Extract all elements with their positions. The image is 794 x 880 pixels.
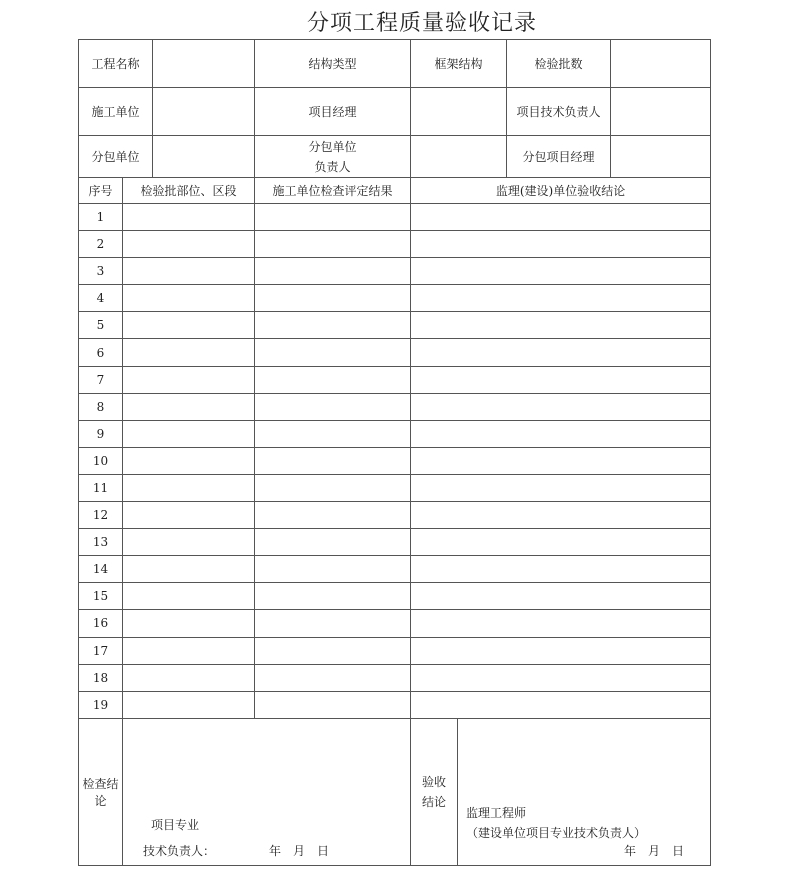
table-row <box>79 312 711 339</box>
row-construction-result-cell[interactable] <box>255 312 411 339</box>
structure-type-label: 结构类型 <box>255 40 411 88</box>
row-number: 5 <box>79 312 123 339</box>
subcontractor-lead-label <box>255 136 411 178</box>
row-supervision-cell[interactable] <box>411 610 711 637</box>
data-rows <box>79 204 711 719</box>
row-location-cell[interactable] <box>123 231 255 258</box>
table-row <box>79 502 711 529</box>
batch-count-field[interactable] <box>611 40 711 88</box>
row-construction-result-cell[interactable] <box>255 258 411 285</box>
table-row <box>79 583 711 610</box>
subcontractor-field[interactable] <box>153 136 255 178</box>
row-number: 13 <box>79 529 123 556</box>
table-row <box>79 556 711 583</box>
sub-pm-field[interactable] <box>611 136 711 178</box>
row-number: 10 <box>79 447 123 474</box>
row-construction-result-cell[interactable] <box>255 366 411 393</box>
tech-lead-sign-label: 技术负责人： <box>143 843 216 858</box>
row-construction-result-cell[interactable] <box>255 447 411 474</box>
row-supervision-cell[interactable] <box>411 691 711 718</box>
batch-count-label: 检验批数 <box>507 40 611 88</box>
row-number: 17 <box>79 637 123 664</box>
table-row <box>79 691 711 718</box>
row-construction-result-cell[interactable] <box>255 610 411 637</box>
row-construction-result-cell[interactable] <box>255 664 411 691</box>
subcontractor-lead-label-line2: 负责人 <box>314 159 351 174</box>
tech-lead-field[interactable] <box>611 88 711 136</box>
tech-lead-label: 项目技术负责人 <box>507 88 611 136</box>
table-row <box>79 393 711 420</box>
row-supervision-cell[interactable] <box>411 366 711 393</box>
subcontractor-lead-field[interactable] <box>411 136 507 178</box>
row-number: 4 <box>79 285 123 312</box>
row-supervision-cell[interactable] <box>411 556 711 583</box>
col-header-supervision-conclusion: 监理(建设)单位验收结论 <box>411 178 711 204</box>
row-supervision-cell[interactable] <box>411 258 711 285</box>
acceptance-label <box>411 719 458 865</box>
row-number: 15 <box>79 583 123 610</box>
project-professional-label: 项目专业 <box>151 817 200 832</box>
inspection-record-table <box>78 39 711 866</box>
table-row <box>79 258 711 285</box>
subcontractor-lead-label-line1: 分包单位 <box>308 139 357 154</box>
row-location-cell[interactable] <box>123 529 255 556</box>
acceptance-label-line1: 验收 <box>422 774 447 789</box>
project-manager-label: 项目经理 <box>255 88 411 136</box>
project-name-field[interactable] <box>153 40 255 88</box>
table-row <box>79 285 711 312</box>
owner-tech-lead-label: （建设单位项目专业技术负责人） <box>466 825 647 840</box>
row-supervision-cell[interactable] <box>411 529 711 556</box>
table-row <box>79 366 711 393</box>
col-header-construction-result: 施工单位检查评定结果 <box>255 178 411 204</box>
page-title: 分项工程质量验收记录 <box>306 11 537 36</box>
row-number: 3 <box>79 258 123 285</box>
table-row <box>79 610 711 637</box>
row-location-cell[interactable] <box>123 556 255 583</box>
table-row <box>79 637 711 664</box>
row-number: 1 <box>79 204 123 231</box>
table-row <box>79 474 711 501</box>
table-row <box>79 529 711 556</box>
row-supervision-cell[interactable] <box>411 583 711 610</box>
row-location-cell[interactable] <box>123 204 255 231</box>
row-number: 18 <box>79 664 123 691</box>
row-construction-result-cell[interactable] <box>255 420 411 447</box>
row-supervision-cell[interactable] <box>411 312 711 339</box>
row-supervision-cell[interactable] <box>411 474 711 501</box>
acceptance-date: 年 月 日 <box>624 843 685 858</box>
row-construction-result-cell[interactable] <box>255 691 411 718</box>
row-construction-result-cell[interactable] <box>255 285 411 312</box>
row-number: 11 <box>79 474 123 501</box>
row-location-cell[interactable] <box>123 691 255 718</box>
row-supervision-cell[interactable] <box>411 393 711 420</box>
col-header-location: 检验批部位、区段 <box>123 178 255 204</box>
row-number: 12 <box>79 502 123 529</box>
row-location-cell[interactable] <box>123 610 255 637</box>
structure-type-value[interactable]: 框架结构 <box>411 40 507 88</box>
row-construction-result-cell[interactable] <box>255 204 411 231</box>
check-conclusion-area[interactable] <box>123 718 411 865</box>
table-row <box>79 204 711 231</box>
row-number: 6 <box>79 339 123 366</box>
table-row <box>79 664 711 691</box>
row-number: 7 <box>79 366 123 393</box>
row-location-cell[interactable] <box>123 312 255 339</box>
row-construction-result-cell[interactable] <box>255 637 411 664</box>
construction-unit-label: 施工单位 <box>79 88 153 136</box>
row-supervision-cell[interactable] <box>411 637 711 664</box>
check-conclusion-label: 检查结论 <box>79 718 123 865</box>
row-location-cell[interactable] <box>123 339 255 366</box>
subcontractor-label: 分包单位 <box>79 136 153 178</box>
row-supervision-cell[interactable] <box>411 502 711 529</box>
construction-unit-field[interactable] <box>153 88 255 136</box>
row-number: 8 <box>79 393 123 420</box>
row-construction-result-cell[interactable] <box>255 529 411 556</box>
row-supervision-cell[interactable] <box>411 339 711 366</box>
table-row <box>79 447 711 474</box>
row-construction-result-cell[interactable] <box>255 339 411 366</box>
row-supervision-cell[interactable] <box>411 420 711 447</box>
acceptance-conclusion-area[interactable] <box>458 719 711 865</box>
row-number: 14 <box>79 556 123 583</box>
row-supervision-cell[interactable] <box>411 447 711 474</box>
sub-pm-label: 分包项目经理 <box>507 136 611 178</box>
row-construction-result-cell[interactable] <box>255 583 411 610</box>
table-row <box>79 231 711 258</box>
row-supervision-cell[interactable] <box>411 231 711 258</box>
row-number: 16 <box>79 610 123 637</box>
row-number: 9 <box>79 420 123 447</box>
supervision-engineer-label: 监理工程师 <box>466 805 527 820</box>
row-location-cell[interactable] <box>123 637 255 664</box>
row-location-cell[interactable] <box>123 583 255 610</box>
row-number: 19 <box>79 691 123 718</box>
table-row <box>79 420 711 447</box>
row-location-cell[interactable] <box>123 258 255 285</box>
row-construction-result-cell[interactable] <box>255 393 411 420</box>
acceptance-label-line2: 结论 <box>422 794 447 809</box>
row-location-cell[interactable] <box>123 502 255 529</box>
row-construction-result-cell[interactable] <box>255 556 411 583</box>
row-location-cell[interactable] <box>123 474 255 501</box>
row-construction-result-cell[interactable] <box>255 502 411 529</box>
row-supervision-cell[interactable] <box>411 204 711 231</box>
row-supervision-cell[interactable] <box>411 664 711 691</box>
row-construction-result-cell[interactable] <box>255 474 411 501</box>
project-name-label: 工程名称 <box>79 40 153 88</box>
table-row <box>79 339 711 366</box>
row-location-cell[interactable] <box>123 366 255 393</box>
row-supervision-cell[interactable] <box>411 285 711 312</box>
check-date: 年 月 日 <box>269 843 330 858</box>
acceptance-block <box>411 718 711 865</box>
col-header-seq: 序号 <box>79 178 123 204</box>
row-location-cell[interactable] <box>123 664 255 691</box>
row-location-cell[interactable] <box>123 393 255 420</box>
row-construction-result-cell[interactable] <box>255 231 411 258</box>
row-location-cell[interactable] <box>123 285 255 312</box>
row-location-cell[interactable] <box>123 447 255 474</box>
row-number: 2 <box>79 231 123 258</box>
project-manager-field[interactable] <box>411 88 507 136</box>
row-location-cell[interactable] <box>123 420 255 447</box>
